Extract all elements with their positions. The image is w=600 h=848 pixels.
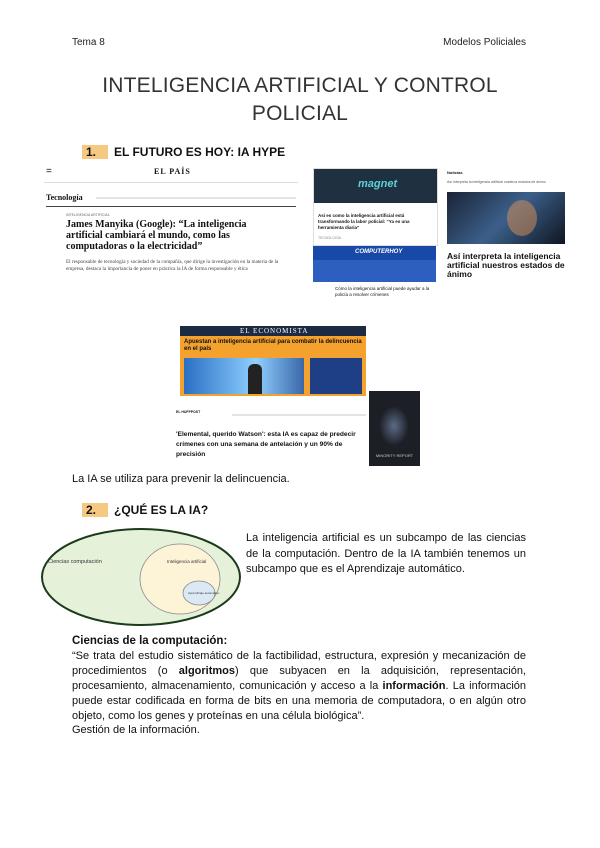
economista-image <box>184 358 304 394</box>
section-2-number: 2. <box>82 503 108 517</box>
caption: La IA se utiliza para prevenir la delincuencia. <box>72 473 290 485</box>
venn-outer-label: Ciencias computación <box>48 559 102 565</box>
economista-headline: Apuestan a inteligencia artificial para combatir la delincuencia en el país <box>184 339 362 352</box>
venn-inner-label: Aprendizaje automático <box>188 591 220 595</box>
computerhoy-logo: COMPUTERHOY <box>355 249 403 255</box>
magnet-clipping <box>313 168 438 246</box>
computerhoy-text: Cómo la inteligencia artificial puede ayudar a la policía a resolver crímenes <box>335 286 430 297</box>
elpais-standfirst: El responsable de tecnología y sociedad de la compañía, que dirige la investigación en la materia de la empresa, destaca la importancia de poner en práctica la IA de forma responsable y ética <box>66 259 279 272</box>
definition-bold: algoritmos <box>178 665 235 677</box>
nav-bar <box>232 414 366 416</box>
computerhoy-banner <box>313 246 436 260</box>
nav-bar <box>96 197 296 199</box>
venn-middle-label: Inteligencia artificial <box>167 559 207 564</box>
section-2-heading <box>82 503 208 517</box>
face-shape <box>379 406 409 446</box>
venn-diagram <box>40 527 242 628</box>
magnet-logo: magnet <box>358 178 398 190</box>
venn-middle-circle <box>140 544 220 614</box>
interpreta-clipping <box>445 168 565 294</box>
section-2-title: ¿QUÉ ES LA IA? <box>114 503 209 517</box>
magnet-tag: TECNOLOGÍA <box>318 236 341 240</box>
elpais-masthead: EL PAÍS <box>154 167 191 176</box>
economista-masthead: EL ECONOMISTA <box>240 327 309 335</box>
interpreta-headline: Así interpreta la inteligencia artificial nuestros estados de ánimo <box>447 251 565 279</box>
watson-headline: 'Elemental, querido Watson': esta IA es capaz de predecir crímenes con una semana de antelación y un 90% de precisión <box>176 431 356 458</box>
interpreta-image <box>447 192 565 244</box>
header-right: Modelos Policiales <box>443 37 526 48</box>
movie-poster-image <box>369 391 420 466</box>
interpreta-kicker: Así interpreta la inteligencia artificial nuestros estados de ánimo <box>447 180 546 184</box>
section-1-number: 1. <box>82 145 108 159</box>
interpreta-site: Noticias <box>447 170 463 175</box>
computerhoy-image <box>313 260 436 282</box>
face-shape <box>507 200 537 236</box>
definition-heading: Ciencias de la computación: <box>72 635 228 647</box>
divider <box>44 182 298 183</box>
magnet-text: Así es como la inteligencia artificial está transformando la labor policial: “Ya es una herramienta diaria” <box>318 213 410 230</box>
definition-part: “Se trata del estudio sistemático de la factibilidad, estructura, expresión y mecanización de procedimientos (o <box>72 650 526 677</box>
person-shape <box>248 364 262 394</box>
header-left: Tema 8 <box>72 37 105 48</box>
economista-ad <box>310 358 362 394</box>
menu-icon: = <box>46 166 52 177</box>
computerhoy-clipping <box>313 246 436 306</box>
elpais-headline: James Manyika (Google): “La inteligencia artificial cambiará el mundo, como las computadoras o la electricidad” <box>66 219 247 252</box>
magnet-banner <box>314 169 437 203</box>
definition-part: ) que subyacen en la adquisición, representación, procesamiento, almacenamiento, comunicación y acceso a la <box>72 665 526 692</box>
poster-title: MINORITY REPORT <box>375 453 414 458</box>
watson-source: EL HUFFPOST <box>176 410 201 414</box>
page-title: INTELIGENCIA ARTIFICIAL Y CONTROL POLICIAL <box>102 74 498 125</box>
definition-bold: información <box>382 680 446 692</box>
divider <box>46 206 296 207</box>
elpais-kicker: INTELIGENCIA ARTIFICIAL <box>66 213 110 217</box>
section-1-heading <box>82 145 285 159</box>
economista-clipping <box>180 326 366 396</box>
definition-footer: Gestión de la información. <box>72 724 200 736</box>
definition-part: . La información puede estar codificada en forma de bits en una memoria de computadora, o en algún otro objeto, como los genes y proteínas en una célula biológica”. <box>72 680 526 722</box>
definition-text <box>72 649 526 724</box>
elpais-section: Tecnología <box>46 193 83 202</box>
section-1-title: EL FUTURO ES HOY: IA HYPE <box>114 145 286 159</box>
watson-clipping <box>172 408 368 460</box>
elpais-clipping <box>44 164 298 288</box>
economista-bar <box>180 326 366 336</box>
intro-text: La inteligencia artificial es un subcampo de las ciencias de la computación. Dentro de la IA también tenemos un subcampo que es el Aprendizaje automático. <box>246 532 526 575</box>
